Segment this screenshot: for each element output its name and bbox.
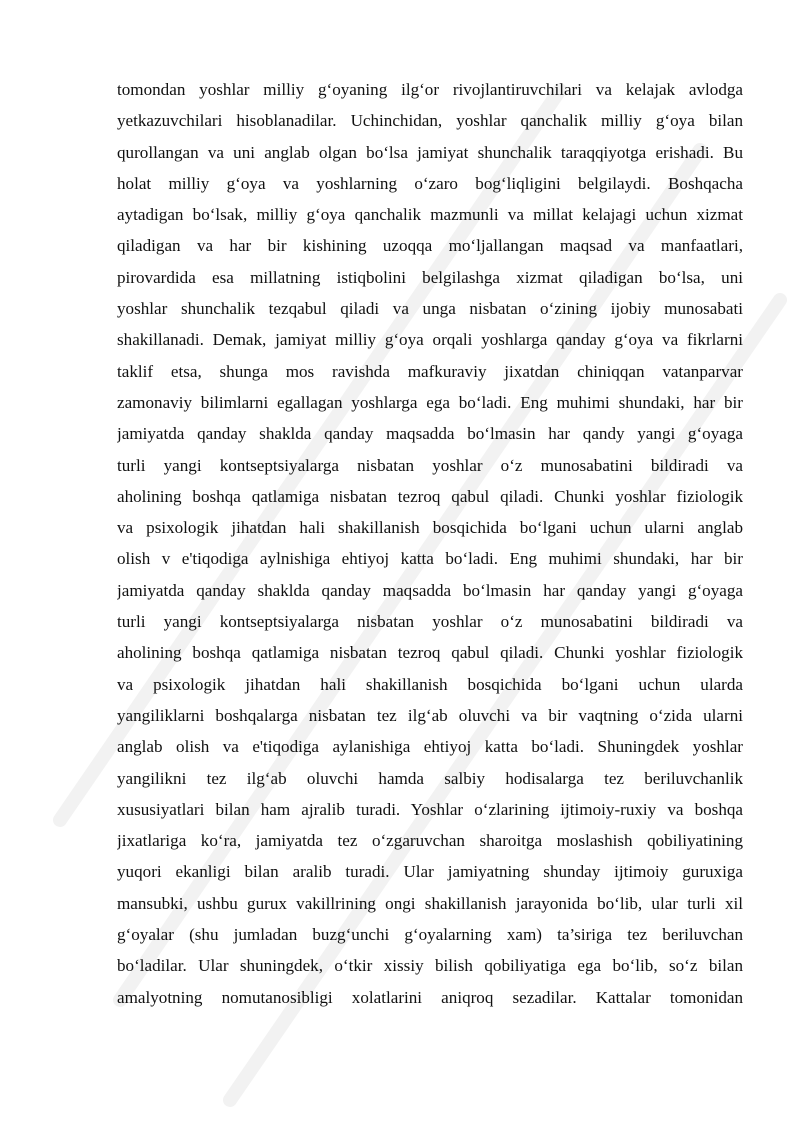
text-line: jixatlariga ko‘ra, jamiyatda tez o‘zgaruvchan sharoitga moslashish qobiliyatining xyxy=(117,831,743,851)
text-line: amalyotning nomutanosibligi xolatlarini aniqroq sezadilar. Kattalar tomonidan xyxy=(117,987,743,1007)
text-line: mansubki, ushbu gurux vakillrining ongi shakillanish jarayonida bo‘lib, ular turli xil xyxy=(117,893,743,913)
text-line: xususiyatlari bilan ham ajralib turadi. Yoshlar o‘zlarining ijtimoiy-ruxiy va boshqa xyxy=(117,799,743,819)
text-line: va psixologik jihatdan hali shakillanish bosqichida bo‘lgani uchun ularda xyxy=(117,674,743,694)
text-line: tomondan yoshlar milliy g‘oyaning ilg‘or rivojlantiruvchilari va kelajak avlodga xyxy=(117,80,743,99)
text-line: jamiyatda qanday shaklda qanday maqsadda bo‘lmasin har qandy yangi g‘oyaga xyxy=(117,424,743,444)
text-line: pirovardida esa millatning istiqbolini belgilashga xizmat qiladigan bo‘lsa, uni xyxy=(117,267,743,287)
text-line: g‘oyalar (shu jumladan buzg‘unchi g‘oyalarning xam) ta’siriga tez beriluvchan xyxy=(117,925,743,945)
text-line: aholining boshqa qatlamiga nisbatan tezroq qabul qiladi. Chunki yoshlar fiziologik xyxy=(117,643,743,663)
text-line: shakillanadi. Demak, jamiyat milliy g‘oya orqali yoshlarga qanday g‘oya va fikrlarni xyxy=(117,330,743,350)
text-line: jamiyatda qanday shaklda qanday maqsadda bo‘lmasin har qanday yangi g‘oyaga xyxy=(117,580,743,600)
text-line: turli yangi kontseptsiyalarga nisbatan yoshlar o‘z munosabatini bildiradi va xyxy=(117,455,743,475)
text-line: aytadigan bo‘lsak, milliy g‘oya qanchalik mazmunli va millat kelajagi uchun xizmat xyxy=(117,205,743,225)
text-line: taklif etsa, shunga mos ravishda mafkuraviy jixatdan chiniqqan vatanparvar xyxy=(117,361,743,381)
text-line: qurollangan va uni anglab olgan bo‘lsa jamiyat shunchalik taraqqiyotga erishadi. Bu xyxy=(117,142,743,162)
text-line: yangiliklarni boshqalarga nisbatan tez ilg‘ab oluvchi va bir vaqtning o‘zida ularni xyxy=(117,705,743,725)
text-line: olish v e'tiqodiga aylnishiga ehtiyoj katta bo‘ladi. Eng muhimi shundaki, har bir xyxy=(117,549,743,569)
text-line: va psixologik jihatdan hali shakillanish bosqichida bo‘lgani uchun ularni anglab xyxy=(117,518,743,538)
text-line: yangilikni tez ilg‘ab oluvchi hamda salbiy hodisalarga tez beriluvchanlik xyxy=(117,768,743,788)
text-line: anglab olish va e'tiqodiga aylanishiga ehtiyoj katta bo‘ladi. Shuningdek yoshlar xyxy=(117,737,743,757)
text-line: aholining boshqa qatlamiga nisbatan tezroq qabul qiladi. Chunki yoshlar fiziologik xyxy=(117,486,743,506)
text-line: yetkazuvchilari hisoblanadilar. Uchinchidan, yoshlar qanchalik milliy g‘oya bilan xyxy=(117,111,743,131)
text-line: turli yangi kontseptsiyalarga nisbatan yoshlar o‘z munosabatini bildiradi va xyxy=(117,612,743,632)
text-line: zamonaviy bilimlarni egallagan yoshlarga ega bo‘ladi. Eng muhimi shundaki, har bir xyxy=(117,392,743,412)
text-line: holat milliy g‘oya va yoshlarning o‘zaro bog‘liqligini belgilaydi. Boshqacha xyxy=(117,173,743,193)
text-line: qiladigan va har bir kishining uzoqqa mo‘ljallangan maqsad va manfaatlari, xyxy=(117,236,743,256)
text-line: yuqori ekanligi bilan aralib turadi. Ular jamiyatning shunday ijtimoiy guruxiga xyxy=(117,862,743,882)
text-line: bo‘ladilar. Ular shuningdek, o‘tkir xissiy bilish qobiliyatiga ega bo‘lib, so‘z bilan xyxy=(117,956,743,976)
text-line: yoshlar shunchalik tezqabul qiladi va unga nisbatan o‘zining ijobiy munosabati xyxy=(117,299,743,319)
body-text xyxy=(117,74,743,1013)
